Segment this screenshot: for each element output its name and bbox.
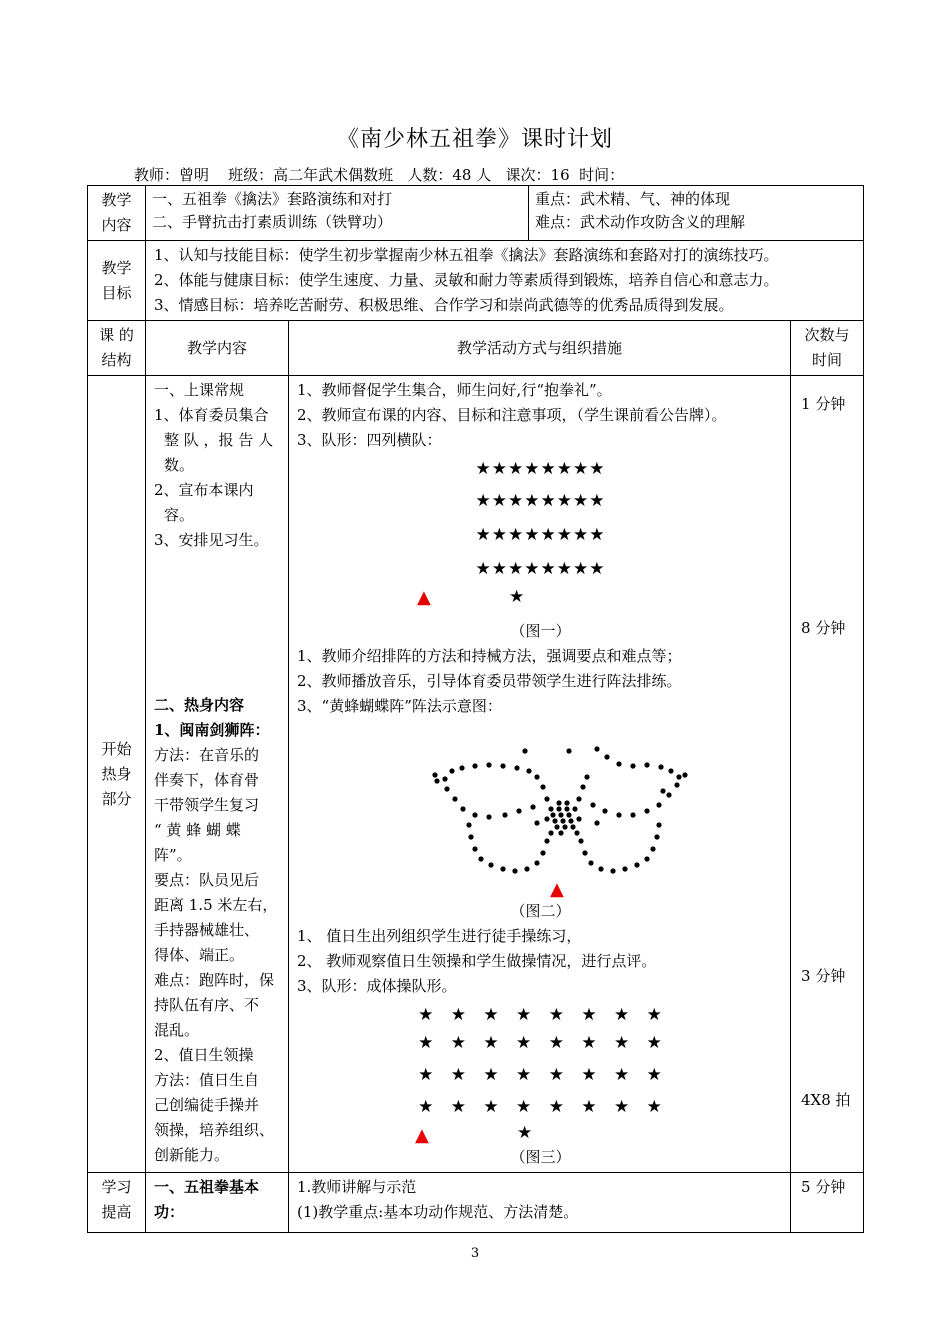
- header-line: 课 的: [99, 326, 134, 344]
- label-line: 提高: [101, 1203, 132, 1221]
- label-line: 教学: [101, 191, 132, 209]
- teaching-content-items: [146, 186, 529, 241]
- label-line: 部分: [101, 789, 132, 808]
- page-title: 《南少林五祖拳》课时计划: [336, 127, 613, 152]
- content-line: 干带领学生复习: [154, 796, 260, 814]
- content-line: 得体、端正。: [154, 946, 245, 964]
- goal-item: 1、认知与技能目标：使学生初步掌握南少林五祖拳《擒法》套路演练和套路对打的演练技巧。: [154, 246, 779, 264]
- routine-section: [154, 378, 282, 553]
- content-line: “ 黄 蜂 蝴 蝶: [154, 821, 241, 839]
- content-item: 一、五祖拳《擒法》套路演练和对打: [152, 190, 393, 208]
- content-line: 一、上课常规: [154, 381, 245, 399]
- key-point: 重点：武术精、气、神的体现: [535, 190, 731, 208]
- header-content: 教学内容: [146, 321, 289, 376]
- time-value: 5 分钟: [801, 1178, 846, 1196]
- formation-row: ★ ★ ★ ★ ★ ★ ★ ★: [418, 1065, 663, 1085]
- content-line: 混乱。: [154, 1021, 200, 1039]
- teaching-goals-label: [88, 241, 146, 321]
- header-activity: 教学活动方式与组织措施: [289, 321, 791, 376]
- teaching-content-label: [88, 186, 146, 241]
- content-line: 难点：跑阵时，保: [154, 971, 275, 989]
- activity-line: 2、教师宣布课的内容、目标和注意事项，（学生课前看公告牌）。: [297, 406, 727, 424]
- content-line: 整 队 ，报 告 人: [164, 431, 274, 449]
- activity-line: 2、 教师观察值日生领操和学生做操情况，进行点评。: [297, 952, 657, 970]
- activity-line: (1)教学重点:基本功动作规范、方法清楚。: [297, 1203, 579, 1221]
- content-line: 伴奏下，体育骨: [154, 771, 260, 789]
- time-value: 3 分钟: [801, 967, 846, 985]
- content-line: 手持器械雄壮、: [154, 921, 260, 939]
- butterfly-formation-diagram: [297, 719, 784, 899]
- teaching-content-row: [88, 186, 864, 241]
- content-line: 领操，培养组织、: [154, 1121, 275, 1139]
- content-line: 1、体育委员集合: [154, 406, 269, 424]
- class-info-line: 教师：曾明 班级：高二年武术偶数班 人数：48 人 课次：16 时间：: [134, 166, 625, 184]
- improve-time: [791, 1173, 864, 1233]
- activity-line: 2、教师播放音乐，引导体育委员带领学生进行阵法排练。: [297, 672, 682, 690]
- header-line: 时间: [812, 351, 843, 369]
- label-line: 学习: [101, 1178, 132, 1196]
- time-value: 8 分钟: [801, 619, 846, 637]
- figure-caption-3: （图三）: [510, 1148, 571, 1166]
- formation-row: ★ ★ ★ ★ ★ ★ ★ ★: [418, 1005, 663, 1025]
- content-line: 2、值日生领操: [154, 1046, 254, 1064]
- lesson-plan-table: [87, 185, 864, 1233]
- warmup-activity: [289, 376, 791, 1173]
- warmup-section: [154, 693, 282, 1168]
- formation-row: ★★★★★★★★: [475, 459, 606, 479]
- content-line: 阵”。: [154, 846, 192, 864]
- improve-activity: [289, 1173, 791, 1233]
- header-line: 次数与: [804, 326, 850, 344]
- warmup-content: [146, 376, 289, 1173]
- figure-caption-1: （图一）: [510, 622, 571, 640]
- activity-line: 1.教师讲解与示范: [297, 1178, 417, 1196]
- improve-row: [88, 1173, 864, 1233]
- warmup-label: [88, 376, 146, 1173]
- label-line: 教学: [101, 258, 132, 277]
- warmup-row: [88, 376, 864, 1173]
- section-title: 二、热身内容: [154, 696, 245, 714]
- content-item: 二、手臂抗击打素质训练（铁臂功）: [152, 213, 393, 231]
- section-subtitle: 1、闽南剑狮阵：: [154, 721, 270, 739]
- activity-line: 1、教师督促学生集合，师生问好,行“抱拳礼”。: [297, 381, 612, 399]
- activity-line: 3、“黄蜂蝴蝶阵”阵法示意图：: [297, 697, 502, 715]
- activity-line: 3、队形：成体操队形。: [297, 977, 457, 995]
- teaching-goals-items: [146, 241, 864, 321]
- difficulty-point: 难点：武术动作攻防含义的理解: [535, 213, 746, 231]
- content-line: 距离 1.5 米左右，: [154, 896, 278, 914]
- leader-star-icon: ★: [517, 1123, 533, 1143]
- time-value: 1 分钟: [801, 395, 846, 413]
- teacher-marker-icon: ▲: [417, 587, 431, 608]
- goal-item: 3、情感目标：培养吃苦耐劳、积极思维、合作学习和崇尚武德等的优秀品质得到发展。: [154, 296, 734, 314]
- label-line: 目标: [101, 283, 132, 302]
- content-line: 己创编徒手操并: [154, 1096, 260, 1114]
- teacher-marker-icon: ▲: [415, 1125, 429, 1146]
- label-line: 开始: [101, 739, 132, 758]
- content-line: 方法：在音乐的: [154, 746, 260, 764]
- header-row: [88, 321, 864, 376]
- formation-diagram-1: [297, 453, 784, 621]
- header-time: [791, 321, 864, 376]
- activity-line: 1、 值日生出列组织学生进行徒手操练习，: [297, 927, 582, 945]
- label-line: 内容: [101, 216, 132, 234]
- content-line: 数。: [164, 456, 195, 474]
- figure-caption-2: （图二）: [510, 902, 571, 920]
- page-number: 3: [470, 1246, 480, 1261]
- header-structure: [88, 321, 146, 376]
- teacher-marker-icon: ▲: [550, 879, 564, 900]
- formation-row: ★ ★ ★ ★ ★ ★ ★ ★: [418, 1097, 663, 1117]
- improve-content: [146, 1173, 289, 1233]
- content-line: 持队伍有序、不: [154, 996, 260, 1014]
- butterfly-dots-svg: [297, 719, 787, 899]
- formation-diagram-3: [297, 999, 784, 1149]
- teaching-goals-row: [88, 241, 864, 321]
- content-line: 创新能力。: [154, 1146, 230, 1164]
- formation-row: ★★★★★★★★: [475, 559, 606, 579]
- section-title: 一、五祖拳基本: [154, 1178, 260, 1196]
- content-line: 3、安排见习生。: [154, 531, 269, 549]
- time-value: 4X8 拍: [801, 1091, 851, 1109]
- content-line: 方法：值日生自: [154, 1071, 260, 1089]
- section-title: 功：: [154, 1203, 185, 1221]
- activity-line: 1、教师介绍排阵的方法和持械方法，强调要点和难点等；: [297, 647, 682, 665]
- content-line: 2、宣布本课内: [154, 481, 254, 499]
- content-line: 容。: [164, 506, 195, 524]
- header-line: 结构: [101, 351, 132, 369]
- label-line: 热身: [101, 764, 132, 783]
- goal-item: 2、体能与健康目标：使学生速度、力量、灵敏和耐力等素质得到锻炼，培养自信心和意志力。: [154, 271, 779, 289]
- leader-star-icon: ★: [509, 587, 525, 607]
- key-difficulty-cell: [529, 186, 864, 241]
- content-line: 要点：队员见后: [154, 871, 260, 889]
- activity-line: 3、队形：四列横队：: [297, 431, 442, 449]
- formation-row: ★★★★★★★★: [475, 525, 606, 545]
- formation-row: ★ ★ ★ ★ ★ ★ ★ ★: [418, 1033, 663, 1053]
- warmup-times: [791, 376, 864, 1173]
- formation-row: ★★★★★★★★: [475, 491, 606, 511]
- improve-label: [88, 1173, 146, 1233]
